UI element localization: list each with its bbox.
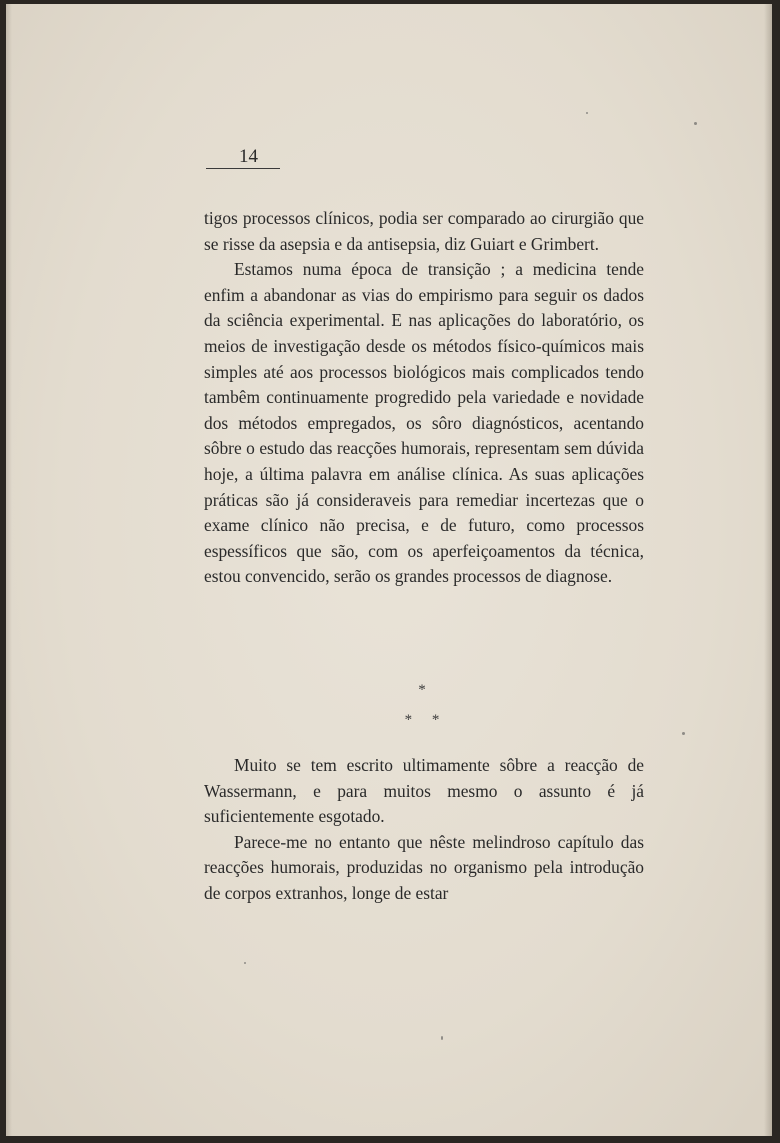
paragraph: Muito se tem escrito ultimamente sôbre a reacção de Wassermann, e para muitos mesmo o assunto é já suficientemente esgotado.: [204, 755, 644, 827]
page-edge-shadow-left: [6, 4, 12, 1136]
page-edge-shadow-right: [764, 4, 772, 1136]
asterism-bottom: * *: [404, 712, 440, 728]
paper-speck: [441, 1036, 443, 1040]
paragraph-continuation: tigos processos clínicos, podia ser comparado ao cirurgião que se risse da asepsia e da antisepsia, diz Guiart e Grimbert.: [204, 208, 644, 254]
paragraph: Estamos numa época de transição ; a medicina tende enfim a abandonar as vias do empirismo para seguir os dados da sciência experimental. E nas aplicações do laboratório, os meios de investigação desde os métodos físico-químicos mais simples até aos processos biológicos mais complicados tendo tambêm continuamente progredido pela variedade e novidade dos métodos empregados, os sôro diagnósticos, acentando sôbre o estudo das reacções humorais, representam sem dúvida hoje, a última palavra em análise clínica. As suas aplicações práticas são já consideraveis para remediar incertezas que o exame clínico não precisa, e de futuro, como processos espessíficos que são, com os aperfeiçoamentos da técnica, estou convencido, serão os grandes processos de diagnose.: [204, 259, 644, 587]
paper-speck: [682, 732, 685, 735]
body-text-bottom: [204, 753, 644, 907]
paragraph: Parece-me no entanto que nêste melindroso capítulo das reacções humorais, produzidas no organismo pela introdução de corpos extranhos, longe de estar: [204, 831, 644, 903]
page-number: 14: [239, 146, 258, 167]
book-page: [6, 4, 772, 1136]
body-text-top: [204, 206, 644, 590]
asterism-top: *: [418, 682, 426, 698]
paper-speck: [586, 112, 588, 114]
paper-speck: [694, 122, 697, 125]
paper-speck: [244, 962, 246, 964]
page-number-rule: [206, 168, 280, 169]
